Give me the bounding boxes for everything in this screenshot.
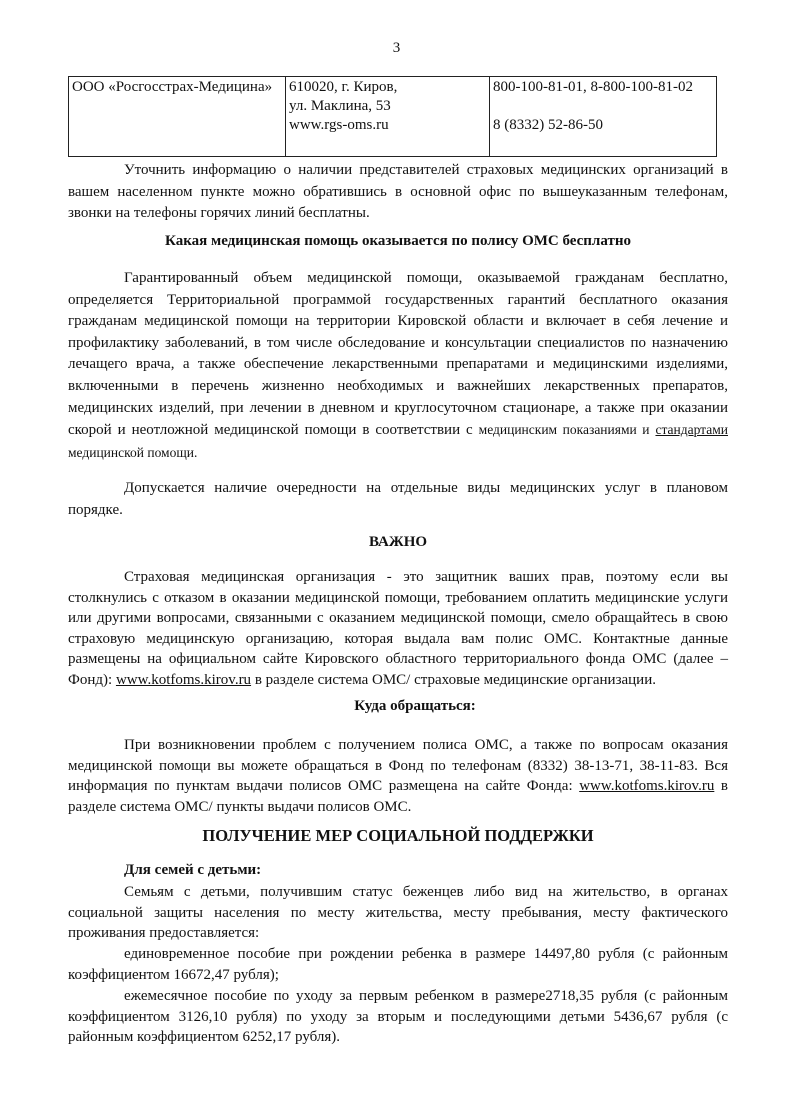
heading-families: Для семей с детьми: (124, 862, 262, 878)
paragraph-clarify: Уточнить информацию о наличии представителей страховых медицинских организаций в вашем населенном пункте можно обратившись в основной офис по вышеуказанным телефонам, звонки на телефоны горячих линий бесплатны. (68, 162, 728, 222)
table-row (69, 77, 717, 157)
guaranteed-tail-a: медицинским показаниями и (478, 422, 650, 438)
org-name-cell (69, 77, 286, 157)
heading-social-support: ПОЛУЧЕНИЕ МЕР СОЦИАЛЬНОЙ ПОДДЕРЖКИ (202, 826, 594, 845)
page-number: 3 (392, 40, 401, 56)
guaranteed-tail-b: медицинской помощи. (68, 444, 198, 460)
paragraph-queue: Допускается наличие очередности на отдельные виды медицинских услуг в плановом порядке. (68, 480, 728, 518)
paragraph-where (68, 735, 728, 817)
kotfoms-link-1[interactable]: www.kotfoms.kirov.ru (115, 671, 252, 688)
phones-cell (490, 77, 717, 157)
paragraph-important (68, 567, 728, 690)
kotfoms-link-2[interactable]: www.kotfoms.kirov.ru (579, 778, 715, 794)
paragraph-monthly: ежемесячное пособие по уходу за первым ребенком в размере2718,35 рубля (с районным коэффициентом 3126,10 рубля) по уходу за вторым и последующими детьми 5436,67 рубля (с районным коэффициентом 6252,17 рубля). (68, 988, 728, 1045)
phones-line-1: 800-100-81-01, 8-800-100-81-02 (493, 79, 693, 95)
paragraph-families: Семьям с детьми, получившим статус беженцев либо вид на жительство, в органах социальной защиты населения по месту жительства, месту пребывания, месту фактического проживания предоставляется: (68, 884, 728, 941)
address-line-1: 610020, г. Киров, (289, 79, 398, 95)
heading-where: Куда обращаться: (354, 698, 476, 714)
paragraph-lump-sum: единовременное пособие при рождении ребенка в размере 14497,80 рубля (с районным коэффициентом 16672,47 рубля); (68, 946, 728, 983)
paragraph-guaranteed (68, 268, 728, 464)
important-text: Страховая медицинская организация - это защитник ваших прав, поэтому если вы столкнулись с отказом в оказании медицинской помощи, требованием оплатить медицинские услуги или другими вопросами, связанными с оказанием медицинской помощи, смело обращайтесь в свою страховую медицинскую организацию, которая выдала вам полис ОМС. Контактные данные размещены на официальном сайте Кировского областного территориального фонда ОМС (далее – Фонд): (68, 569, 728, 688)
address-cell (286, 77, 490, 157)
important-after: в разделе система ОМС/ страховые медицинские организации. (254, 671, 656, 688)
heading-important: ВАЖНО (368, 534, 428, 550)
standards-link[interactable]: стандартами (655, 422, 728, 438)
website: www.rgs-oms.ru (289, 117, 389, 133)
phones-line-2: 8 (8332) 52-86-50 (493, 117, 603, 133)
where-text: При возникновении проблем с получением полиса ОМС, а также по вопросам оказания медицинской помощи вы можете обращаться в Фонд по телефонам (8332) 38-13-71, 38-11-83. Вся информация по пунктам выдачи полисов ОМС размещена на сайте Фонда: (68, 737, 728, 794)
heading-free-care: Какая медицинская помощь оказывается по полису ОМС бесплатно (165, 233, 631, 249)
insurer-contacts-table (68, 76, 717, 157)
org-name: ООО «Росгосстрах-Медицина» (72, 79, 273, 95)
guaranteed-text: Гарантированный объем медицинской помощи, оказываемой гражданам бесплатно, определяется Территориальной программой государственных гарантий бесплатного оказания гражданам медицинской помощи на территории Кировской области и включает в себя лечение и профилактику заболеваний, в том числе обследование и консультации специалистов по назначению лечащего врача, а также обеспечение лекарственными препаратами и медицинскими изделиями, включенными в перечень жизненно необходимых и важнейших лекарственных препаратов, медицинских изделий, при лечении в дневном и круглосуточном стационаре, а также при оказании скорой и неотложной медицинской помощи в соответствии с (68, 270, 728, 439)
where-after: в разделе система ОМС/ пункты выдачи полисов ОМС. (68, 778, 728, 815)
address-line-2: ул. Маклина, 53 (289, 98, 391, 114)
